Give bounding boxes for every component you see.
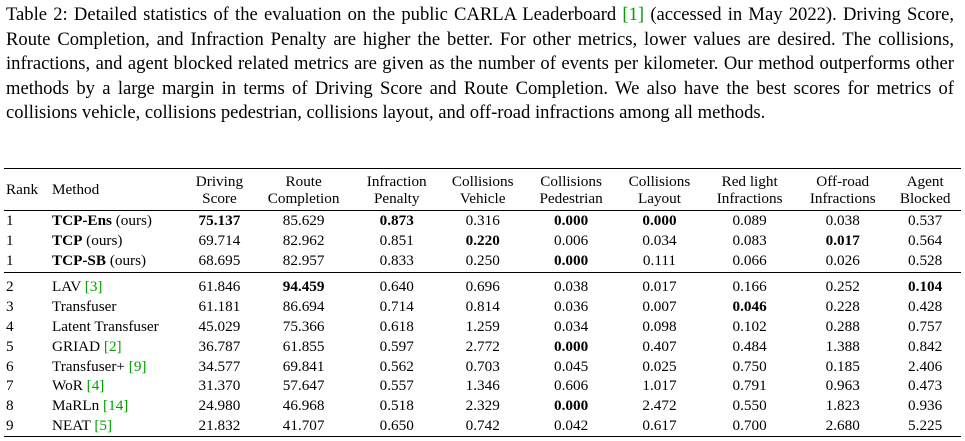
cell-collisions-pedestrian: 0.000 <box>553 251 589 269</box>
cell-driving-score: 34.577 <box>198 357 241 375</box>
cell-route-completion: 57.647 <box>282 377 325 395</box>
table-header-row <box>4 169 961 211</box>
cell-rank: 8 <box>6 397 14 415</box>
table-caption <box>6 3 954 126</box>
cell-rank: 2 <box>4 273 52 297</box>
cell-collisions-layout: 0.407 <box>642 337 677 355</box>
cell-method: NEAT [5] <box>52 416 186 436</box>
cell-collisions-vehicle: 0.703 <box>465 357 500 375</box>
header-route-completion: Route Completion <box>253 169 355 211</box>
cell-method: MaRLn [14] <box>52 397 129 415</box>
cell-collisions-vehicle: 0.742 <box>439 416 526 436</box>
cell-infraction-penalty: 0.618 <box>379 317 414 335</box>
table-body <box>4 211 961 437</box>
cell-collisions-layout: 1.017 <box>642 377 677 395</box>
cell-off-road-infractions: 0.963 <box>825 377 860 395</box>
cell-collisions-vehicle: 0.220 <box>465 231 500 249</box>
cell-red-light-infractions: 0.700 <box>703 416 796 436</box>
cell-infraction-penalty: 0.851 <box>379 231 414 249</box>
cell-collisions-vehicle: 1.259 <box>465 317 500 335</box>
cell-red-light-infractions: 0.750 <box>732 357 767 375</box>
cell-red-light-infractions: 0.066 <box>732 251 767 269</box>
cell-collisions-layout: 0.007 <box>642 298 677 316</box>
cell-infraction-penalty: 0.597 <box>379 337 414 355</box>
cell-off-road-infractions: 0.026 <box>825 251 860 269</box>
cell-driving-score: 61.181 <box>198 298 241 316</box>
table-row <box>4 211 961 231</box>
header-red-light-infractions: Red light Infractions <box>703 169 796 211</box>
cell-method: WoR [4] <box>52 377 105 395</box>
table-row <box>4 317 961 337</box>
cell-collisions-vehicle: 0.250 <box>465 251 500 269</box>
cell-collisions-pedestrian: 0.034 <box>553 317 589 335</box>
cell-agent-blocked: 5.225 <box>889 416 961 436</box>
cell-agent-blocked: 0.104 <box>889 273 961 297</box>
cell-collisions-vehicle: 1.346 <box>465 377 500 395</box>
cell-collisions-pedestrian: 0.036 <box>553 298 589 316</box>
cell-route-completion: 86.694 <box>282 298 325 316</box>
cell-infraction-penalty: 0.562 <box>379 357 414 375</box>
cell-agent-blocked: 2.406 <box>908 357 943 375</box>
cell-red-light-infractions: 0.089 <box>703 211 796 231</box>
cell-agent-blocked: 0.528 <box>908 251 943 269</box>
table-row <box>4 396 961 416</box>
cell-collisions-pedestrian: 0.606 <box>553 377 589 395</box>
cell-collisions-pedestrian: 0.000 <box>553 337 589 355</box>
cell-infraction-penalty: 0.873 <box>354 211 439 231</box>
header-collisions-vehicle: Collisions Vehicle <box>439 169 526 211</box>
cell-rank: 5 <box>6 337 14 355</box>
cell-infraction-penalty: 0.640 <box>354 273 439 297</box>
results-table <box>4 168 961 437</box>
cell-method: Transfuser+ [9] <box>52 357 147 375</box>
cell-route-completion: 46.968 <box>282 397 325 415</box>
cell-red-light-infractions: 0.791 <box>732 377 767 395</box>
cell-route-completion: 94.459 <box>253 273 355 297</box>
header-driving-score: Driving Score <box>186 169 253 211</box>
citation-link[interactable]: [3] <box>84 278 103 296</box>
cell-collisions-pedestrian: 0.042 <box>526 416 616 436</box>
header-method: Method <box>52 169 186 211</box>
cell-driving-score: 24.980 <box>198 397 241 415</box>
citation-link[interactable]: [5] <box>94 416 113 434</box>
cell-agent-blocked: 0.757 <box>908 317 943 335</box>
table-row <box>4 337 961 357</box>
header-collisions-pedestrian: Collisions Pedestrian <box>526 169 616 211</box>
cell-method: GRIAD [2] <box>52 337 122 355</box>
cell-rank: 1 <box>6 251 14 269</box>
cell-method: TCP-SB (ours) <box>52 251 147 269</box>
table-row <box>4 231 961 251</box>
cell-route-completion: 61.855 <box>282 337 325 355</box>
table-row <box>4 416 961 436</box>
header-rank: Rank <box>4 169 52 211</box>
cell-agent-blocked: 0.428 <box>908 298 943 316</box>
cell-collisions-layout: 0.617 <box>616 416 703 436</box>
table-row <box>4 273 961 297</box>
cell-collisions-vehicle: 0.814 <box>465 298 500 316</box>
cell-collisions-pedestrian: 0.000 <box>526 211 616 231</box>
cell-rank: 3 <box>6 298 14 316</box>
cell-route-completion: 69.841 <box>282 357 325 375</box>
cell-collisions-vehicle: 2.772 <box>465 337 500 355</box>
cell-agent-blocked: 0.564 <box>908 231 943 249</box>
cell-route-completion: 82.962 <box>282 231 325 249</box>
cell-collisions-layout: 0.017 <box>616 273 703 297</box>
table-row <box>4 357 961 377</box>
cell-infraction-penalty: 0.557 <box>379 377 414 395</box>
cell-driving-score: 75.137 <box>186 211 253 231</box>
cell-driving-score: 61.846 <box>186 273 253 297</box>
cell-route-completion: 41.707 <box>253 416 355 436</box>
citation-link[interactable]: [4] <box>86 377 105 395</box>
cell-agent-blocked: 0.537 <box>889 211 961 231</box>
cell-collisions-layout: 0.111 <box>642 251 676 269</box>
caption-citation-link[interactable]: [1] <box>622 4 645 25</box>
cell-driving-score: 21.832 <box>186 416 253 436</box>
cell-infraction-penalty: 0.650 <box>354 416 439 436</box>
cell-off-road-infractions: 0.288 <box>825 317 860 335</box>
cell-driving-score: 36.787 <box>198 337 241 355</box>
cell-infraction-penalty: 0.714 <box>379 298 414 316</box>
cell-rank: 7 <box>6 377 14 395</box>
cell-red-light-infractions: 0.102 <box>732 317 767 335</box>
cell-red-light-infractions: 0.550 <box>732 397 767 415</box>
cell-off-road-infractions: 0.252 <box>796 273 889 297</box>
cell-rank: 6 <box>6 357 14 375</box>
cell-off-road-infractions: 0.038 <box>796 211 889 231</box>
cell-collisions-pedestrian: 0.045 <box>553 357 589 375</box>
cell-route-completion: 82.957 <box>282 251 325 269</box>
cell-collisions-pedestrian: 0.000 <box>553 397 589 415</box>
cell-method: Latent Transfuser <box>52 317 159 335</box>
header-collisions-layout: Collisions Layout <box>616 169 703 211</box>
cell-driving-score: 31.370 <box>198 377 241 395</box>
cell-method: TCP (ours) <box>52 231 123 249</box>
cell-method: TCP-Ens (ours) <box>52 211 186 231</box>
cell-collisions-layout: 0.025 <box>642 357 677 375</box>
header-infraction-penalty: Infraction Penalty <box>354 169 439 211</box>
cell-collisions-vehicle: 0.696 <box>439 273 526 297</box>
cell-driving-score: 69.714 <box>198 231 241 249</box>
caption-prefix: Table 2: Detailed statistics of the evaluation on the public CARLA Leaderboard <box>6 4 623 25</box>
cell-infraction-penalty: 0.518 <box>379 397 414 415</box>
cell-off-road-infractions: 0.185 <box>825 357 860 375</box>
cell-collisions-pedestrian: 0.006 <box>553 231 589 249</box>
cell-agent-blocked: 0.473 <box>908 377 943 395</box>
cell-rank: 1 <box>4 211 52 231</box>
cell-collisions-layout: 2.472 <box>642 397 677 415</box>
cell-off-road-infractions: 1.823 <box>825 397 860 415</box>
cell-rank: 1 <box>6 231 14 249</box>
cell-route-completion: 85.629 <box>253 211 355 231</box>
cell-driving-score: 45.029 <box>198 317 241 335</box>
cell-infraction-penalty: 0.833 <box>379 251 414 269</box>
cell-driving-score: 68.695 <box>198 251 241 269</box>
citation-link[interactable]: [14] <box>103 397 129 415</box>
cell-collisions-layout: 0.000 <box>616 211 703 231</box>
cell-red-light-infractions: 0.166 <box>703 273 796 297</box>
cell-method: Transfuser <box>52 298 117 316</box>
table-row <box>4 297 961 317</box>
cell-off-road-infractions: 0.228 <box>825 298 860 316</box>
citation-link[interactable]: [2] <box>103 337 122 355</box>
cell-rank: 4 <box>6 317 14 335</box>
cell-agent-blocked: 0.936 <box>908 397 943 415</box>
cell-collisions-pedestrian: 0.038 <box>526 273 616 297</box>
header-agent-blocked: Agent Blocked <box>889 169 961 211</box>
cell-red-light-infractions: 0.046 <box>732 298 767 316</box>
table-row <box>4 251 961 273</box>
cell-red-light-infractions: 0.083 <box>732 231 767 249</box>
cell-collisions-layout: 0.098 <box>642 317 677 335</box>
cell-rank: 9 <box>4 416 52 436</box>
cell-collisions-layout: 0.034 <box>642 231 677 249</box>
citation-link[interactable]: [9] <box>128 357 147 375</box>
table-row <box>4 376 961 396</box>
cell-collisions-vehicle: 0.316 <box>439 211 526 231</box>
header-off-road-infractions: Off-road Infractions <box>796 169 889 211</box>
results-table-container <box>4 168 961 437</box>
cell-collisions-vehicle: 2.329 <box>465 397 500 415</box>
cell-route-completion: 75.366 <box>282 317 325 335</box>
cell-off-road-infractions: 0.017 <box>825 231 860 249</box>
cell-red-light-infractions: 0.484 <box>732 337 767 355</box>
caption-body: (accessed in May 2022). Driving Score, Route Completion, and Infraction Penalty are higher the better. For other metrics, lower values are desired. The collisions, infractions, and agent blocked related metrics are given as the number of events per kilometer. Our method outperforms other methods by a large margin in terms of Driving Score and Route Completion. We also have the best scores for metrics of collisions vehicle, collisions pedestrian, collisions layout, and off-road infractions among all methods. <box>6 4 954 123</box>
cell-agent-blocked: 0.842 <box>908 337 943 355</box>
cell-method: LAV [3] <box>52 273 186 297</box>
cell-off-road-infractions: 2.680 <box>796 416 889 436</box>
cell-off-road-infractions: 1.388 <box>825 337 860 355</box>
